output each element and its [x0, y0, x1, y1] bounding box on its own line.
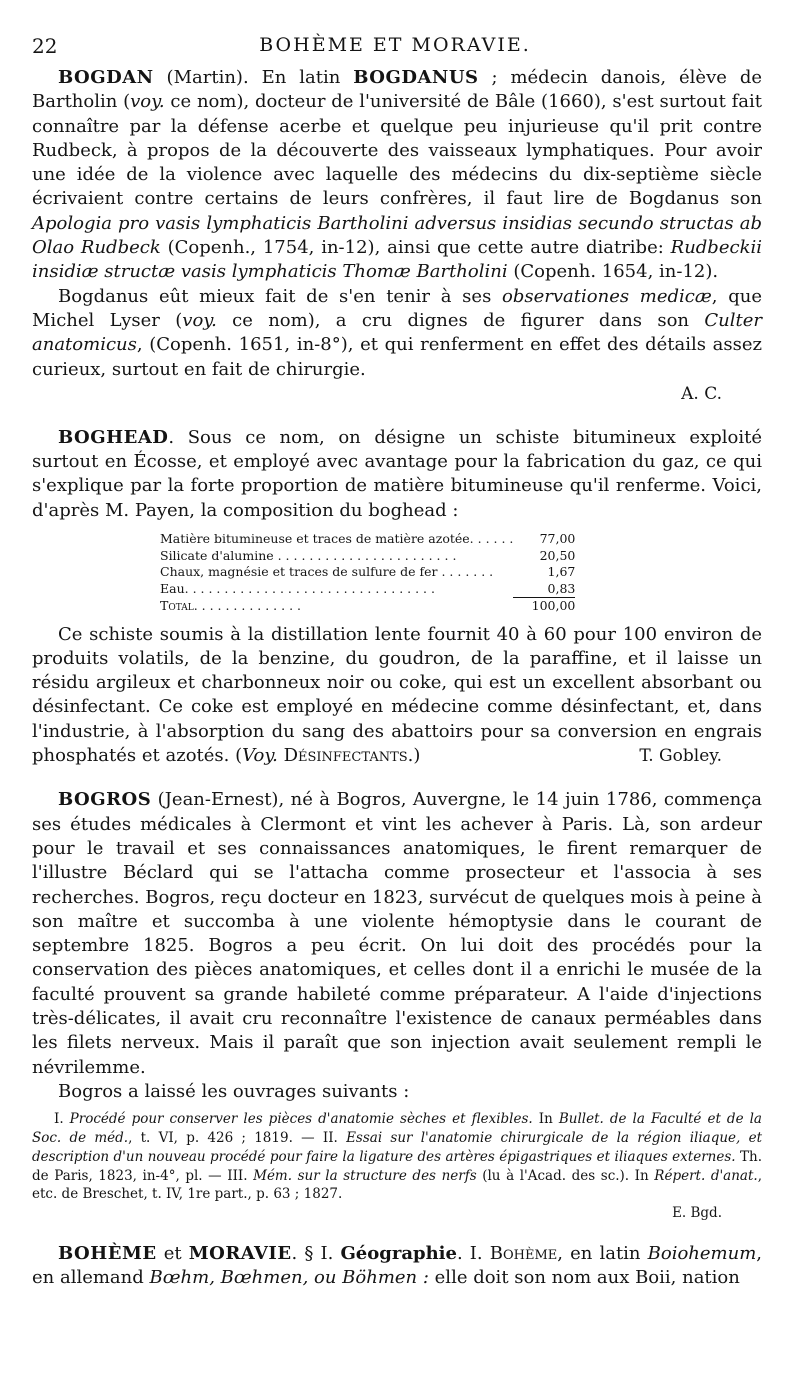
work-title: Mém. sur la structure des nerfs [253, 1167, 477, 1184]
page-header [32, 34, 758, 58]
work-title: Essai sur l'anatomie chirurgicale de la région iliaque, et description d'un nouveau procédé pour faire la ligature des artères épigastriques et iliaques externes. [32, 1129, 763, 1165]
work-title: Culter anatomicus [32, 309, 762, 356]
german-name: Bœhm, Bœhmen, ou Böhmen : [149, 1267, 429, 1289]
table-row: Matière bitumineuse et traces de matière azotée. . . . . . 77,00 [160, 531, 576, 547]
entry-bogros [32, 788, 762, 1222]
table-row: Chaux, magnésie et traces de sulfure de fer . . . . . . . 1,67 [160, 564, 576, 580]
headword: BOGROS [58, 789, 152, 811]
boheme-paragraph-1: BOHÈME et MORAVIE. § I. Géographie. I. Bohème, en latin Boiohemum, en allemand Bœhm, Bœhmen, ou Böhmen : elle doit son nom aux Boii, nation [32, 1243, 763, 1289]
boghead-paragraph-2: Ce schiste soumis à la distillation lente fournit 40 à 60 pour 100 environ de produits volatils, de la benzine, du goudron, de la paraffine, et il laisse un résidu argileux et charbonneux noir ou coke, qui est un excellent absorbant ou désinfectant. Ce coke est employé en médecine comme désinfectant, et, dans l'industrie, à l'absorption du sang des abattoirs pour sa conversion en engrais phosphatés et azotés. (Voy. Désinfectants.) [32, 623, 762, 767]
page-number: 22 [32, 34, 58, 58]
entry-boghead [32, 426, 762, 768]
journal-title: Bullet. de la Faculté et de la Soc. de méd. [32, 1111, 762, 1146]
author-signature: E. Bgd. [672, 1205, 722, 1222]
bogros-paragraph-1: BOGROS (Jean-Ernest), né à Bogros, Auvergne, le 14 juin 1786, commença ses études médicales à Clermont et vint les achever à Paris. Là, son ardeur pour le travail et ses connaissances anatomiques, le firent remarquer de l'illustre Béclard qui se l'attacha comme prosecteur et l'associa à ses recherches. Bogros, reçu docteur en 1823, survécut de quelques mois à peine à son maître et succomba à une violente hémoptysie dans le courant de septembre 1825. Bogros a peu écrit. On lui doit des procédés pour la conservation des pièces anatomiques, et celles dont il a enrichi le musée de la faculté prouvent sa grande habileté comme préparateur. A l'aide d'injections très-délicates, il avait cru reconnaître l'existence de canaux perméables dans les filets nerveux. Mais il paraît que son injection avait seulement rempli le névrilemme. [32, 789, 762, 1078]
entry-bogdan [32, 66, 762, 406]
journal-title: Répert. d'anat. [654, 1167, 758, 1184]
entry-boheme [32, 1242, 762, 1291]
latin-name: BOGDANUS [353, 67, 479, 88]
table-row: Silicate d'alumine . . . . . . . . . . . . . . . . . . . . . . . 20,50 [160, 547, 576, 563]
headword: MORAVIE [188, 1243, 292, 1265]
author-signature: T. Gobley. [639, 746, 722, 767]
work-title: Apologia pro vasis lymphaticis Bartholini adversus insidias secundo structas ab Olao Rudbeck [32, 212, 762, 259]
latin-name: Boiohemum [647, 1243, 757, 1265]
table-row: Eau. . . . . . . . . . . . . . . . . . . . . . . . . . . . . . . . 0,83 [160, 580, 576, 596]
work-title: Rudbeckii insidiæ structæ vasis lymphaticis Thomæ Bartholini [32, 237, 762, 283]
work-title: Procédé pour conserver les pièces d'anatomie sèches et flexibles. [69, 1111, 533, 1128]
bogdan-paragraph-1: BOGDAN (Martin). En latin BOGDANUS ; médecin danois, élève de Bartholin (voy. ce nom), docteur de l'université de Bâle (1660), s'est surtout fait connaître par la défense acerbe et quelque peu injurieuse qu'il prit contre Rudbeck, à propos de la découverte des vaisseaux lymphatiques. Pour avoir une idée de la violence avec laquelle des médecins du dix-septième siècle écrivaient contre certains de leurs confrères, il faut lire de Bogdanus son Apologia pro vasis lymphaticis Bartholini adversus insidias secundo structas ab Olao Rudbeck (Copenh., 1754, in-12), ainsi que cette autre diatribe: Rudbeckii insidiæ structæ vasis lymphaticis Thomæ Bartholini (Copenh. 1654, in-12). [32, 67, 762, 283]
work-title: observationes medicæ [502, 285, 712, 307]
composition-table [160, 531, 575, 615]
headword: BOGDAN [58, 67, 154, 88]
bogros-paragraph-2: Bogros a laissé les ouvrages suivants : [58, 1080, 410, 1102]
page-body [32, 66, 762, 1291]
cross-reference: voy. [182, 309, 217, 331]
headword: BOGHEAD [58, 426, 169, 448]
table-total-row: Total. . . . . . . . . . . . . . 100,00 [160, 597, 576, 614]
author-signature: A. C. [681, 383, 722, 404]
boghead-paragraph-1: BOGHEAD. Sous ce nom, on désigne un schiste bitumineux exploité surtout en Écosse, et employé avec avantage pour la fabrication du gaz, ce qui s'explique par la forte proportion de matière bitumineuse qu'il renferme. Voici, d'après M. Payen, la composition du boghead : [32, 426, 762, 521]
headword: BOHÈME [58, 1243, 157, 1265]
cross-reference: Voy. [242, 745, 278, 767]
bogros-works: I. Procédé pour conserver les pièces d'anatomie sèches et flexibles. In Bullet. de la Faculté et de la Soc. de méd., t. VI, p. 426 ; 1819. — II. Essai sur l'anatomie chirurgicale de la région iliaque, et description d'un nouveau procédé pour faire la ligature des artères épigastriques et iliaques externes. Th. de Paris, 1823, in-4°, pl. — III. Mém. sur la structure des nerfs (lu à l'Acad. des sc.). In Répert. d'anat., etc. de Breschet, t. IV, 1re part., p. 63 ; 1827. [32, 1111, 763, 1203]
section-title: Géographie [340, 1243, 457, 1265]
cross-reference: voy. [130, 91, 165, 113]
bogdan-paragraph-2: Bogdanus eût mieux fait de s'en tenir à ses observationes medicæ, que Michel Lyser (voy. ce nom), a cru dignes de figurer dans son Culter anatomicus, (Copenh. 1651, in-8°), et qui renferment en effet des détails assez curieux, surtout en fait de chirurgie. [32, 285, 762, 380]
running-title: BOHÈME ET MORAVIE. [259, 34, 531, 56]
cross-reference-target: Désinfectants [283, 745, 408, 767]
